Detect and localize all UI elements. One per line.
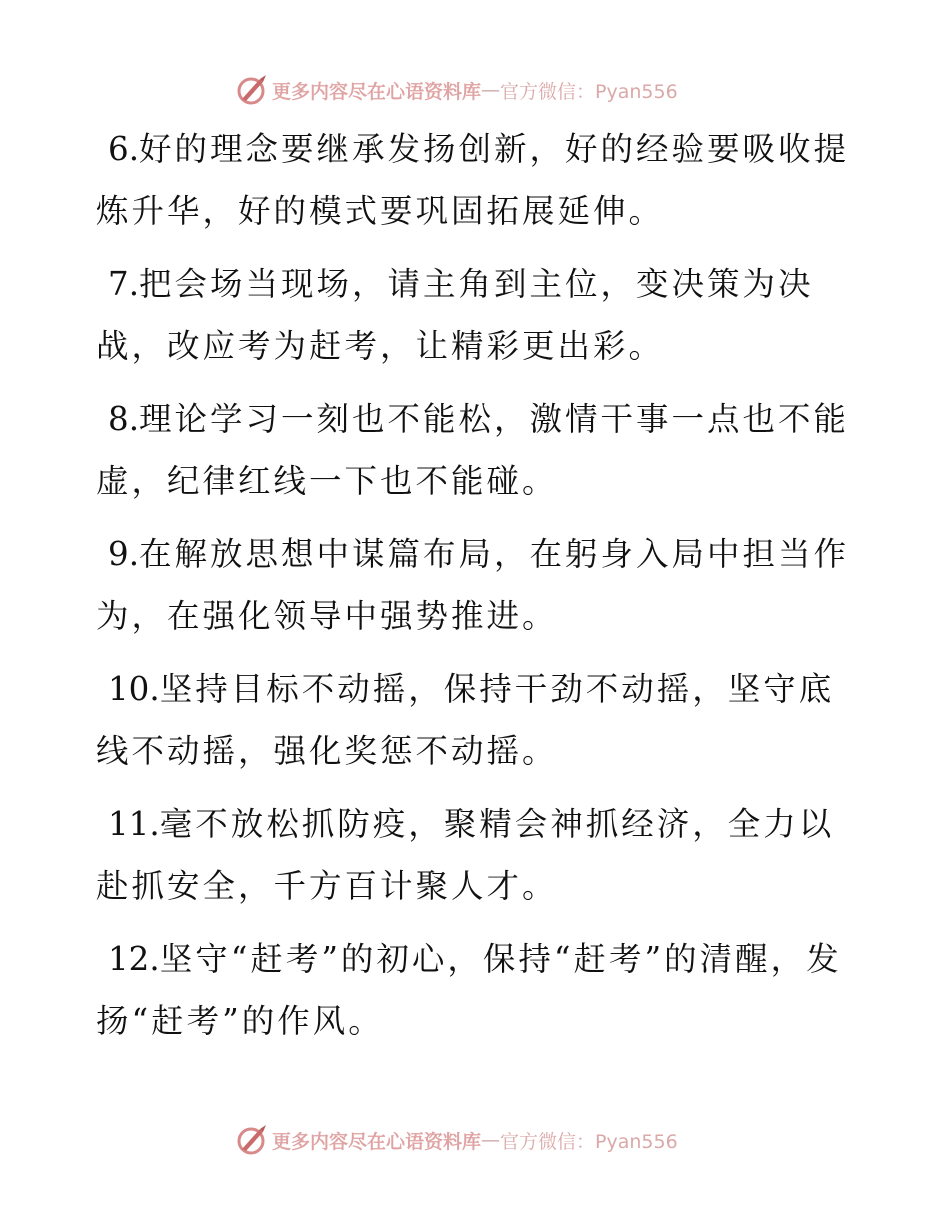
item-number: 11 .	[108, 793, 160, 855]
item-number: 12 .	[108, 928, 160, 990]
list-item	[96, 118, 856, 242]
item-number: 7 .	[108, 253, 139, 315]
list-item	[96, 793, 856, 917]
item-text: 坚守“赶考”的初心，保持“赶考”的清醒，发扬“赶考”的作风。	[96, 940, 842, 1040]
footer-banner	[234, 1120, 754, 1160]
list-item	[96, 523, 856, 647]
quill-circle-logo-icon	[234, 73, 268, 107]
item-number: 9 .	[108, 523, 139, 585]
footer-banner-text: 更多内容尽在心语资料库	[272, 1130, 482, 1153]
item-number: 6 .	[108, 118, 139, 180]
list-item	[96, 388, 856, 512]
quill-circle-logo-icon	[234, 1123, 268, 1157]
item-text: 理论学习一刻也不能松，激情干事一点也不能虚，纪律红线一下也不能碰。	[96, 400, 850, 500]
header-banner-separator: —	[481, 79, 501, 101]
footer-wechat-text: 官方微信：Pyan556	[500, 1130, 678, 1153]
header-banner	[234, 70, 754, 110]
item-text: 毫不放松抓防疫，聚精会神抓经济，全力以赴抓安全，千方百计聚人才。	[96, 805, 835, 905]
list-item	[96, 928, 856, 1052]
item-text: 在解放思想中谋篇布局，在躬身入局中担当作为，在强化领导中强势推进。	[96, 535, 850, 635]
list-item	[96, 658, 856, 782]
header-wechat-text: 官方微信：Pyan556	[500, 80, 678, 103]
header-banner-text: 更多内容尽在心语资料库	[272, 80, 482, 103]
item-text: 坚持目标不动摇，保持干劲不动摇，坚守底线不动摇，强化奖惩不动摇。	[96, 670, 835, 770]
item-number: 8 .	[108, 388, 139, 450]
list-item	[96, 253, 856, 377]
footer-banner-separator: —	[481, 1129, 501, 1151]
item-text: 好的理念要继承发扬创新，好的经验要吸收提炼升华，好的模式要巩固拓展延伸。	[96, 130, 850, 230]
item-number: 10 .	[108, 658, 160, 720]
document-body	[96, 118, 856, 1063]
item-text: 把会场当现场，请主角到主位，变决策为决战，改应考为赶考，让精彩更出彩。	[96, 265, 814, 365]
